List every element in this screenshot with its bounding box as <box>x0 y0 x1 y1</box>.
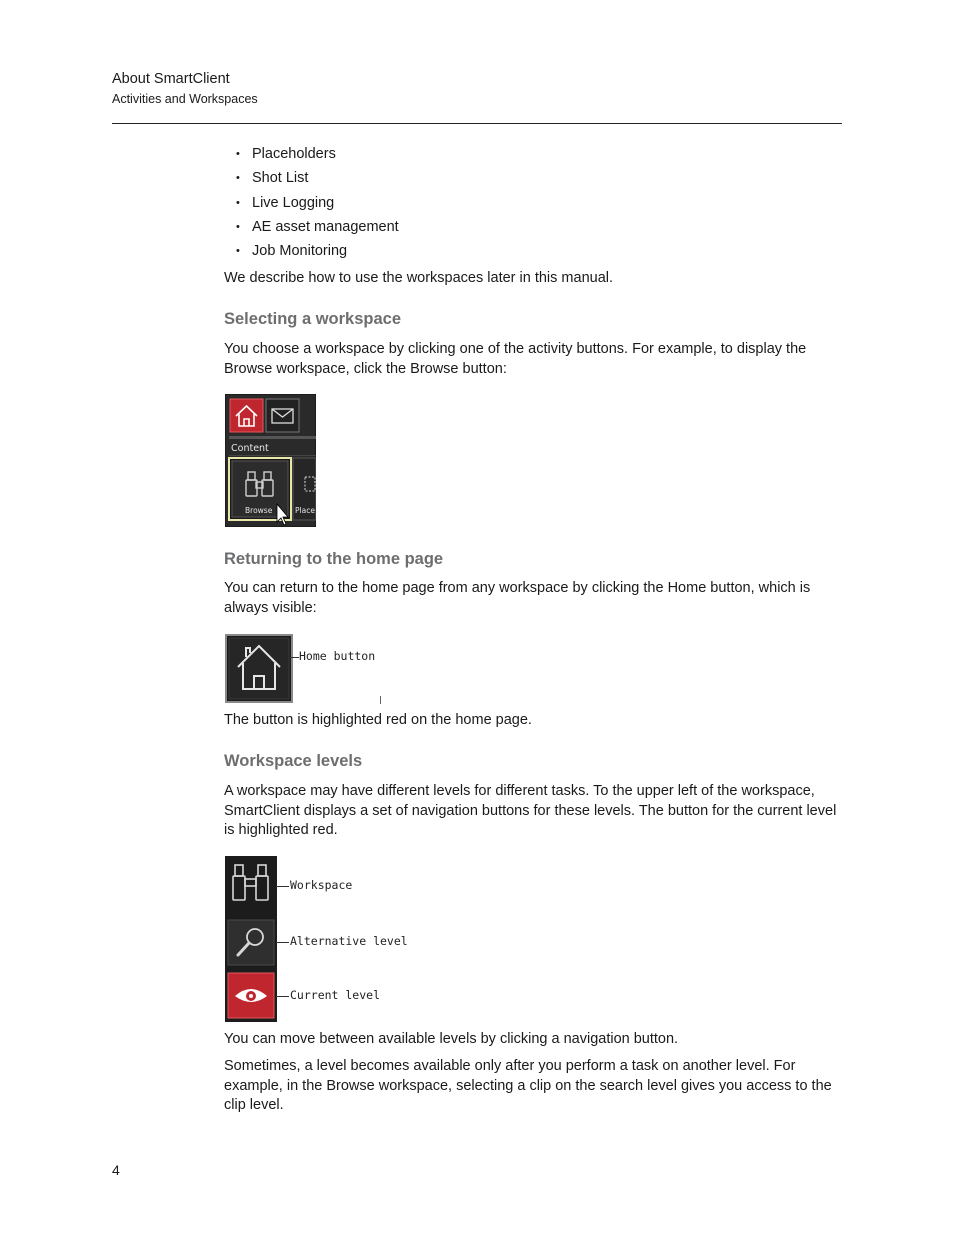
levels-paragraph: A workspace may have different levels for different tasks. To the upper left of the workspace, SmartClient displays a set of navigation buttons for these levels. The button for the current level is highlighted red. <box>224 783 837 838</box>
header-rule <box>112 123 842 124</box>
workspace-list <box>236 145 399 266</box>
placeholders-button-label: Place <box>295 506 315 515</box>
intro-paragraph: We describe how to use the workspaces later in this manual. <box>224 270 614 286</box>
list-item: • Placeholders <box>236 145 399 169</box>
callout-leader <box>276 996 289 997</box>
running-header-title: About SmartClient <box>112 71 230 87</box>
levels-after-paragraph-2: Sometimes, a level becomes available only after you perform a task on another level. For example, in the Browse workspace, selecting a clip on the search level gives you access to the clip level. <box>224 1058 832 1113</box>
heading-workspace-levels: Workspace levels <box>224 752 363 770</box>
mail-icon[interactable] <box>266 399 299 432</box>
level-buttons-figure <box>225 856 277 1022</box>
page-number: 4 <box>112 1162 120 1178</box>
list-item: • Job Monitoring <box>236 242 399 266</box>
workspace-callout: Workspace <box>290 878 353 892</box>
magnifier-icon[interactable] <box>228 920 274 965</box>
placeholders-button[interactable] <box>293 458 316 520</box>
heading-returning-home: Returning to the home page <box>224 550 444 568</box>
home-after-paragraph: The button is highlighted red on the home page. <box>224 712 532 728</box>
list-item: • AE asset management <box>236 218 399 242</box>
activity-panel-figure <box>225 394 316 527</box>
home-button-callout: Home button <box>299 649 376 663</box>
home-icon[interactable] <box>230 399 263 432</box>
text-cursor-mark <box>380 696 381 704</box>
callout-leader <box>276 942 289 943</box>
current-level-callout: Current level <box>290 988 381 1002</box>
home-button-figure <box>225 634 293 703</box>
browse-button-label: Browse <box>245 506 273 515</box>
eye-icon[interactable] <box>228 973 274 1018</box>
list-item: • Live Logging <box>236 194 399 218</box>
callout-leader <box>276 886 289 887</box>
callout-leader <box>290 657 299 658</box>
panel-label: Content <box>231 443 269 454</box>
list-item: • Shot List <box>236 169 399 193</box>
running-header-subtitle: Activities and Workspaces <box>112 92 258 106</box>
home-paragraph: You can return to the home page from any workspace by clicking the Home button, which is always visible: <box>224 580 811 616</box>
levels-after-paragraph-1: You can move between available levels by clicking a navigation button. <box>224 1031 679 1047</box>
selecting-paragraph: You choose a workspace by clicking one of the activity buttons. For example, to display the Browse workspace, click the Browse button: <box>224 341 807 377</box>
alternative-level-callout: Alternative level <box>290 934 408 948</box>
heading-selecting-workspace: Selecting a workspace <box>224 310 401 328</box>
